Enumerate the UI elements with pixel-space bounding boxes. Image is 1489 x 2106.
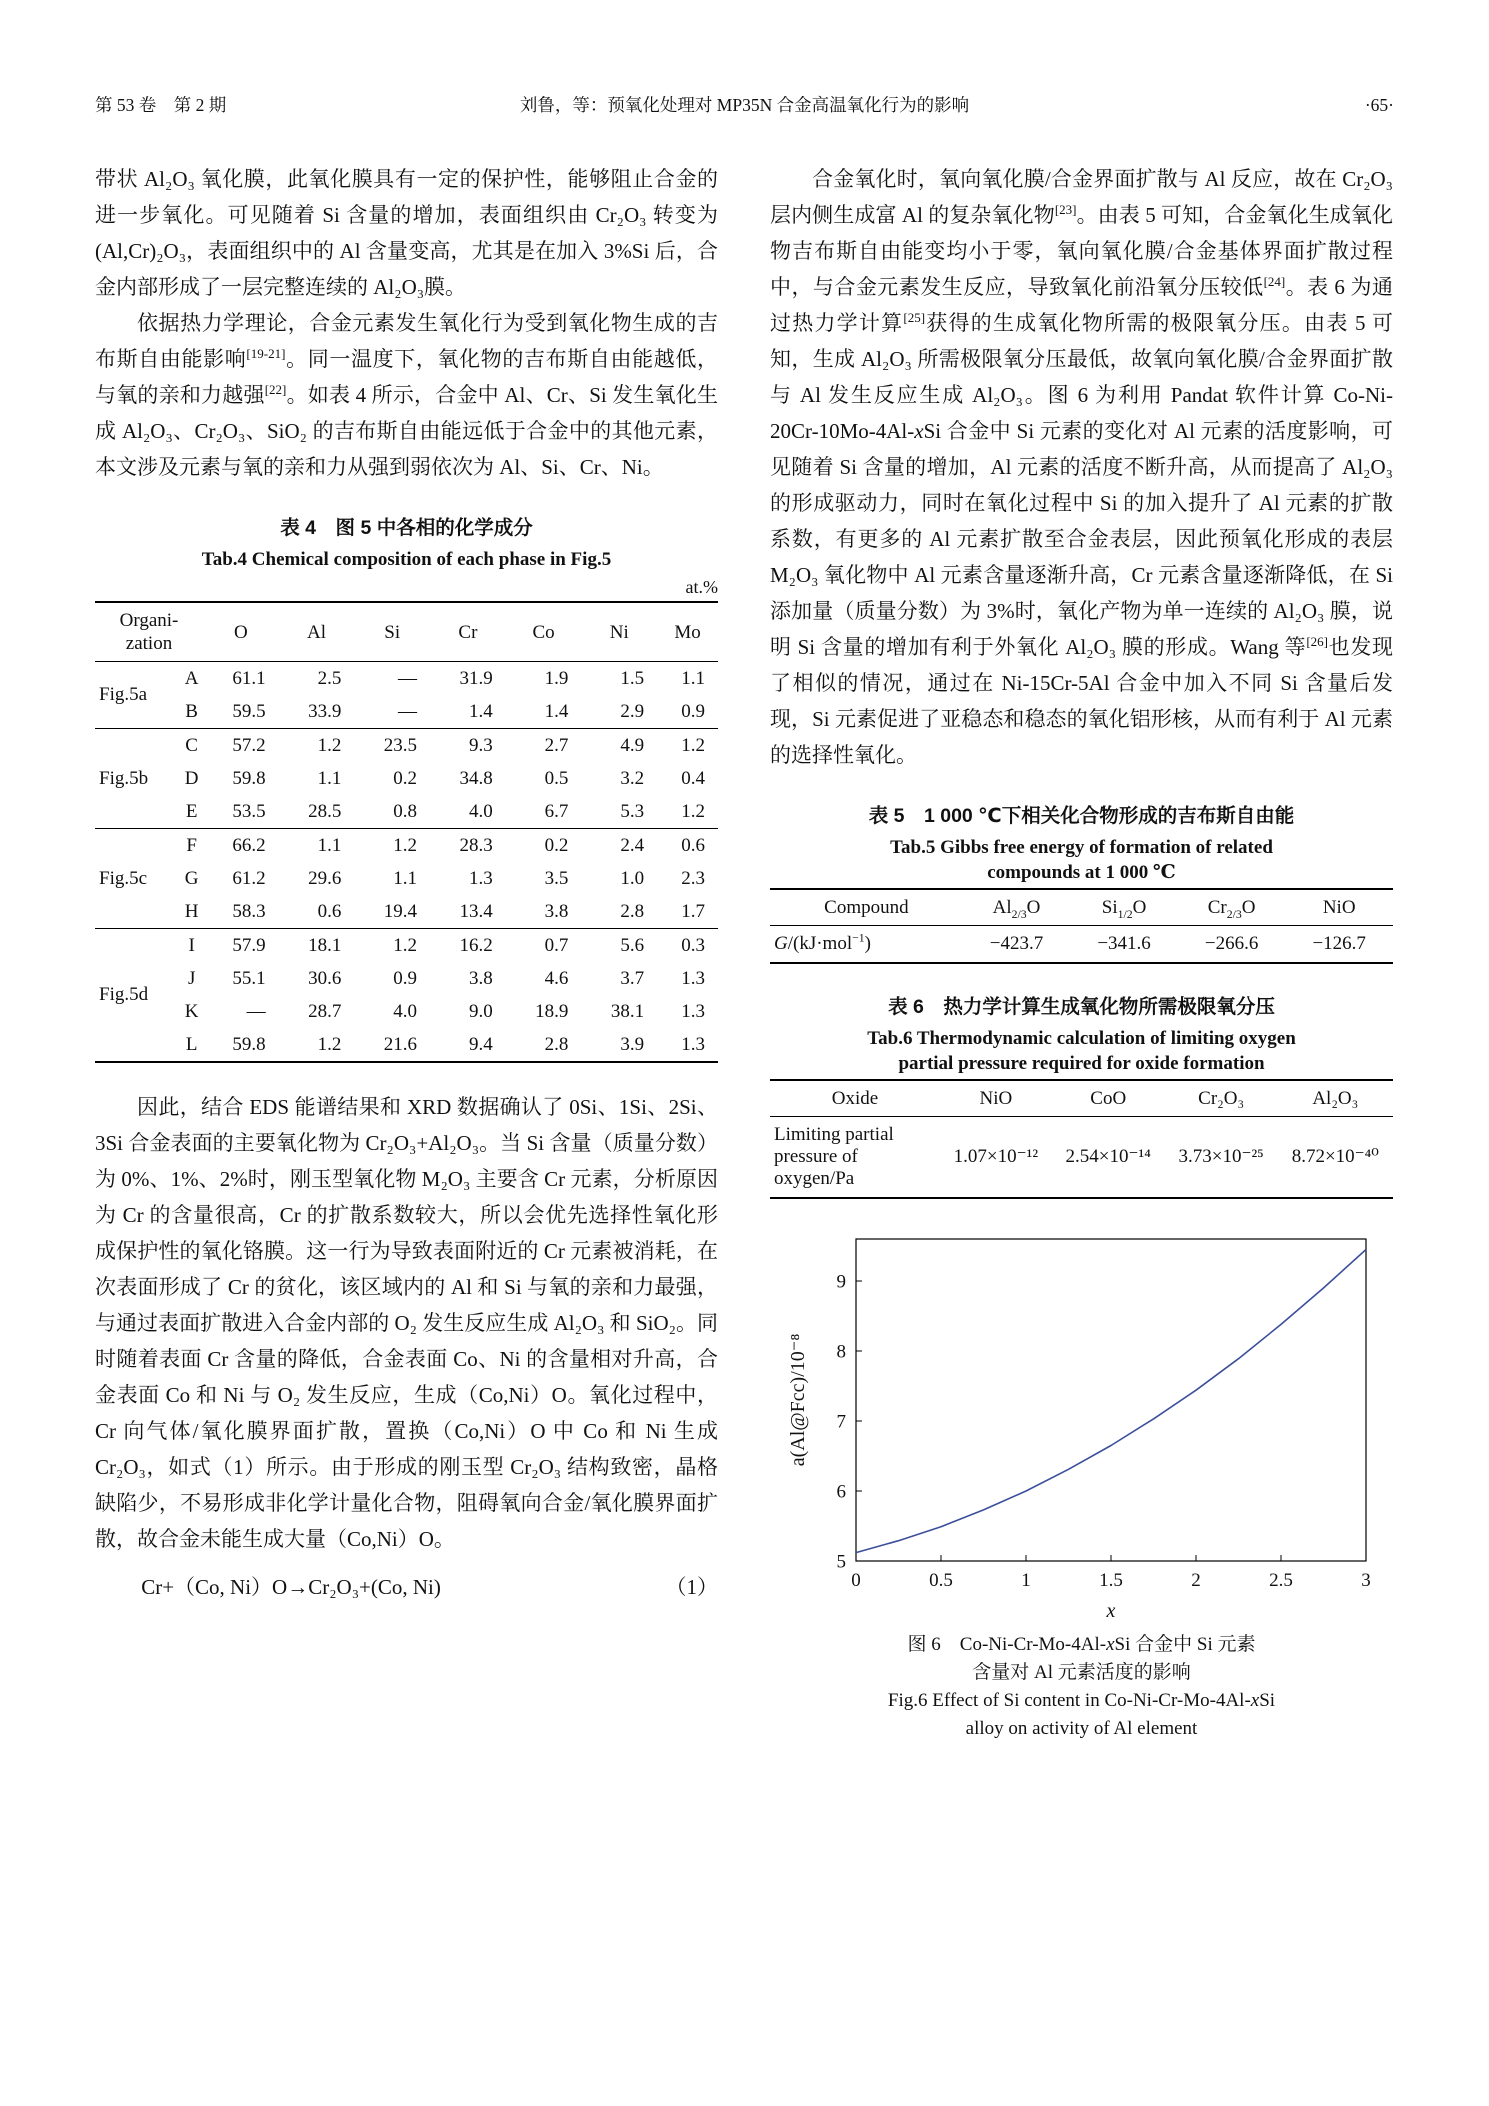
table-cell: 1.2: [317, 1033, 342, 1055]
x-tick-label: 1.5: [1098, 1570, 1123, 1591]
table-cell: 38.1: [610, 1000, 645, 1022]
column-header: Co: [506, 602, 582, 662]
table-row: [95, 962, 718, 995]
table-cell: 0.2: [544, 834, 569, 856]
table-cell: 28.3: [459, 834, 493, 856]
table4-title-cn: 表 4 图 5 中各相的化学成分: [280, 517, 533, 539]
column-header: Organi- zation: [95, 602, 203, 662]
table-cell: 18.9: [535, 1000, 569, 1022]
page-number: ·65·: [1364, 95, 1394, 115]
table-row: [95, 795, 718, 829]
column-header: $Al_{2/3}O$: [963, 889, 1071, 926]
table-cell: 1.3: [681, 967, 705, 989]
table-cell: 2.8: [544, 1033, 569, 1055]
table-cell: —: [354, 695, 430, 729]
y-tick-label: 8: [836, 1341, 846, 1363]
table-cell: 1.2: [657, 795, 718, 829]
table-cell: 4.0: [430, 795, 506, 829]
column-header: NiO: [1285, 889, 1393, 926]
table-cell: 4.9: [620, 734, 645, 756]
table-cell: 1.9: [544, 667, 569, 689]
journal-issue: 第 53 卷 第 2 期: [95, 95, 227, 115]
table-row: [770, 926, 1393, 964]
column-header: Al₂O₃: [1278, 1080, 1393, 1117]
table-cell: 1.1: [317, 834, 342, 856]
table-cell: 3.8: [506, 895, 582, 929]
table-cell: 2.9: [581, 695, 657, 729]
table-cell: 3.5: [544, 867, 569, 889]
table-group-label: Fig.5a: [95, 662, 178, 729]
table-cell: 5.6: [620, 934, 645, 956]
table-cell: 16.2: [459, 934, 493, 956]
table-cell: 2.4: [620, 834, 645, 856]
table-cell: H: [178, 895, 203, 929]
table-cell: 1.4: [430, 695, 506, 729]
chart-frame: [856, 1239, 1366, 1561]
page-header: [95, 92, 1394, 117]
table-cell: 0.5: [544, 767, 569, 789]
table-cell: 0.9: [393, 967, 418, 989]
figure6-caption: [770, 1631, 1393, 1743]
x-tick-label: 2.5: [1268, 1570, 1293, 1591]
table-header-row: [95, 602, 718, 662]
table-group-label: Fig.5b: [95, 729, 178, 829]
table-cell: 28.7: [308, 1000, 342, 1022]
table-cell: −266.6: [1204, 933, 1259, 954]
table-cell: 8.72×10⁻⁴⁰: [1291, 1146, 1379, 1167]
table-cell: 0.6: [681, 834, 705, 856]
table-row: [95, 929, 718, 963]
table-cell: 28.5: [279, 795, 355, 829]
table-cell: 61.2: [232, 867, 266, 889]
x-tick-label: 0: [850, 1570, 861, 1591]
table-cell: 1.2: [317, 734, 342, 756]
table-cell: 0.9: [657, 695, 718, 729]
right-column: [770, 161, 1393, 1743]
table-cell: 0.3: [681, 934, 705, 956]
y-axis-label: a(Al@Fcc)/10⁻⁸: [786, 1333, 809, 1467]
column-header: O: [203, 602, 279, 662]
table-cell: C: [185, 734, 198, 756]
table-cell: −126.7: [1312, 933, 1366, 954]
table-header-row: [770, 889, 1393, 926]
table-cell: 1.2: [393, 834, 418, 856]
table-cell: 57.2: [232, 734, 266, 756]
table5-title-cn: 表 5 1 000 ℃下相关化合物形成的吉布斯自由能: [868, 805, 1295, 827]
table-cell: 1.3: [681, 1033, 705, 1055]
table-cell: 9.0: [468, 1000, 493, 1022]
equation-body: Cr+（Co, Ni）O→Cr₂O₃+(Co, Ni): [141, 1575, 441, 1599]
table6-title-en: Tab.6 Thermodynamic calculation of limiting oxygen partial pressure required for oxide formation: [867, 1028, 1296, 1074]
table-cell: Limiting partial pressure of oxygen/Pa: [774, 1124, 894, 1189]
table-cell: 1.0: [620, 867, 645, 889]
paragraph: 因此，结合 EDS 能谱结果和 XRD 数据确认了 0Si、1Si、2Si、3Si 合金表面的主要氧化物为 Cr₂O₃+Al₂O₃。当 Si 含量（质量分数）为 0%、1%、2%时，刚玉型氧化物 M₂O₃ 主要含 Cr 元素，分析原因为 Cr 的含量很高，Cr 的扩散系数较大，所以会优先选择性氧化形成保护性的氧化铬膜。这一行为导致表面附近的 Cr 元素被消耗，在次表面形成了 Cr 的贫化，该区域内的 Al 和 Si 与氧的亲和力最强，与通过表面扩散进入合金内部的 O₂ 发生反应生成 Al₂O₃ 和 SiO₂。同时随着表面 Cr 含量的降低，合金表面 Co、Ni 的含量相对升高，合金表面 Co 和 Ni 与 O₂ 发生反应，生成（Co,Ni）O。氧化过程中，Cr 向气体/氧化膜界面扩散，置换（Co,Ni）O 中 Co 和 Ni 生成 Cr₂O₃，如式（1）所示。由于形成的刚玉型 Cr₂O₃ 结构致密，晶格缺陷少，不易形成非化学计量化合物，阻碍氧向合金/氧化膜界面扩散，故合金未能生成大量（Co,Ni）O。: [95, 1095, 718, 1551]
table-cell: —: [246, 1000, 266, 1022]
table-cell: I: [188, 934, 195, 956]
table-cell: L: [185, 1033, 198, 1055]
table-cell: 3.73×10⁻²⁵: [1178, 1146, 1264, 1167]
column-header: Ni: [581, 602, 657, 662]
table-row: [770, 1117, 1393, 1199]
table-cell: 31.9: [459, 667, 493, 689]
table6-block: [770, 994, 1393, 1199]
table4-block: [95, 515, 718, 1063]
table-cell: 3.9: [620, 1033, 645, 1055]
table4: [95, 601, 718, 1063]
paragraph-continuation: 带状 Al₂O₃ 氧化膜，此氧化膜具有一定的保护性，能够阻止合金的进一步氧化。可见随着 Si 含量的增加，表面组织由 Cr₂O₃ 转变为(Al,Cr)₂O₃，表面组织中的 Al 含量变高，尤其是在加入 3%Si 后，合金内部形成了一层完整连续的 Al₂O₃膜。: [95, 167, 718, 299]
x-tick-label: 2: [1190, 1570, 1201, 1591]
paragraph: 依据热力学理论，合金元素发生氧化行为受到氧化物生成的吉布斯自由能影响[19-21]。同一温度下，氧化物的吉布斯自由能越低，与氧的亲和力越强[22]。如表 4 所示，合金中 Al、Cr、Si 发生氧化生成 Al₂O₃、Cr₂O₃、SiO₂ 的吉布斯自由能远低于合金中的其他元素，本文涉及元素与氧的亲和力从强到弱依次为 Al、Si、Cr、Ni。: [95, 311, 719, 479]
table-cell: D: [184, 767, 199, 789]
table-cell: 21.6: [383, 1033, 418, 1055]
table-cell: 0.4: [681, 767, 705, 789]
table-group-label: Fig.5c: [95, 829, 178, 929]
column-header: Cr: [430, 602, 506, 662]
table-cell: 1.1: [317, 767, 342, 789]
table-row: [95, 829, 718, 863]
table-cell: 3.7: [620, 967, 645, 989]
figure6-caption-en: Fig.6 Effect of Si content in Co-Ni-Cr-Mo-4Al-xSi alloy on activity of Al element: [887, 1690, 1276, 1739]
table-row: [95, 729, 718, 763]
table-cell: 13.4: [430, 895, 506, 929]
chart-curve: [856, 1250, 1366, 1553]
table5: [770, 888, 1393, 964]
table-row: [95, 695, 718, 729]
table-cell: 55.1: [232, 967, 266, 989]
table-cell: 0.7: [544, 934, 569, 956]
column-header: $Cr_{2/3}O$: [1178, 889, 1286, 926]
table-cell: G: [184, 867, 199, 889]
column-header: Si: [354, 602, 430, 662]
table-cell: 34.8: [459, 767, 493, 789]
table5-title-en: Tab.5 Gibbs free energy of formation of related compounds at 1 000 ℃: [890, 837, 1273, 883]
table-cell: 53.5: [203, 795, 279, 829]
table-cell: 1.3: [681, 1000, 705, 1022]
equation-number: （1）: [665, 1575, 718, 1599]
table-cell: 0.6: [279, 895, 355, 929]
table-cell: 0.2: [393, 767, 418, 789]
table-cell: K: [184, 1000, 199, 1022]
x-axis-label: x: [1106, 1600, 1115, 1622]
table-cell: 61.1: [232, 667, 266, 689]
table-cell: 1.3: [468, 867, 493, 889]
table-row: [95, 662, 718, 696]
table-cell: G/(kJ·mol$^{-1}$): [774, 931, 871, 954]
column-header: NiO: [940, 1080, 1052, 1117]
table-cell: 2.54×10⁻¹⁴: [1065, 1146, 1151, 1167]
table-cell: −423.7: [989, 933, 1044, 954]
table-cell: −341.6: [1097, 933, 1151, 954]
table-cell: 1.5: [620, 667, 645, 689]
table6-title-cn: 表 6 热力学计算生成氧化物所需极限氧分压: [888, 996, 1275, 1018]
table-cell: J: [187, 967, 196, 989]
x-tick-label: 0.5: [928, 1570, 953, 1591]
table-cell: 59.8: [232, 767, 266, 789]
y-tick-label: 9: [836, 1271, 846, 1293]
table-cell: 2.3: [681, 867, 705, 889]
table-cell: B: [178, 695, 203, 729]
table-cell: 66.2: [232, 834, 266, 856]
table-cell: E: [178, 795, 203, 829]
column-header: $Si_{1/2}O$: [1070, 889, 1178, 926]
table-row: [95, 995, 718, 1028]
table-row: [95, 1028, 718, 1062]
table-cell: 3.8: [468, 967, 493, 989]
column-header: CoO: [1052, 1080, 1165, 1117]
table-cell: 23.5: [383, 734, 418, 756]
figure6: [770, 1225, 1393, 1743]
table5-block: [770, 803, 1393, 964]
table-cell: 1.1: [393, 867, 418, 889]
table-cell: A: [184, 667, 199, 689]
table-cell: 6.7: [506, 795, 582, 829]
table-cell: F: [186, 834, 197, 856]
table-cell: 19.4: [354, 895, 430, 929]
table-group-label: Fig.5d: [95, 929, 178, 1063]
equation-1: [95, 1571, 718, 1601]
table-cell: 4.0: [393, 1000, 418, 1022]
table-cell: 2.8: [581, 895, 657, 929]
table-header-row: [770, 1080, 1393, 1117]
table-cell: 1.2: [681, 734, 705, 756]
figure6-chart: [782, 1225, 1382, 1625]
y-tick-label: 5: [836, 1551, 846, 1573]
left-column: [95, 161, 718, 1743]
figure6-caption-cn: 图 6 Co-Ni-Cr-Mo-4Al-xSi 合金中 Si 元素 含量对 Al 元素活度的影响: [907, 1634, 1256, 1683]
table-cell: 4.6: [544, 967, 569, 989]
table-cell: 0.8: [354, 795, 430, 829]
table-cell: 30.6: [308, 967, 342, 989]
table-cell: —: [398, 667, 418, 689]
table-cell: 29.6: [308, 867, 342, 889]
x-tick-label: 3: [1360, 1570, 1371, 1591]
paragraph: 合金氧化时，氧向氧化膜/合金界面扩散与 Al 反应，故在 Cr₂O₃ 层内侧生成富 Al 的复杂氧化物[23]。由表 5 可知，合金氧化生成氧化物吉布斯自由能变均小于零，氧向氧化膜/合金基体界面扩散过程中，与合金元素发生反应，导致氧化前沿氧分压较低[24]。表 6 为通过热力学计算[25]获得的生成氧化物所需的极限氧分压。由表 5 可知，生成 Al₂O₃ 所需极限氧分压最低，故氧向氧化膜/合金界面扩散与 Al 发生反应生成 Al₂O₃。图 6 为利用 Pandat 软件计算 Co-Ni-20Cr-10Mo-4Al-xSi 合金中 Si 元素的变化对 Al 元素的活度影响，可见随着 Si 含量的增加，Al 元素的活度不断升高，从而提高了 Al₂O₃ 的形成驱动力，同时在氧化过程中 Si 的加入提升了 Al 元素的扩散系数，有更多的 Al 元素扩散至合金表层，因此预氧化形成的表层 M₂O₃ 氧化物中 Al 元素含量逐渐升高，Cr 元素含量逐渐降低，在 Si 添加量（质量分数）为 3%时，氧化产物为单一连续的 Al₂O₃ 膜，说明 Si 含量的增加有利于外氧化 Al₂O₃ 膜的形成。Wang 等[26]也发现了相似的情况，通过在 Ni-15Cr-5Al 合金中加入不同 Si 含量后发现，Si 元素促进了亚稳态和稳态的氧化铝形核，从而有利于 Al 元素的选择性氧化。: [770, 167, 1394, 767]
table-row: [95, 862, 718, 895]
column-header: Mo: [657, 602, 718, 662]
table-cell: 2.5: [317, 667, 342, 689]
table-cell: 59.8: [232, 1033, 266, 1055]
x-tick-label: 1: [1020, 1570, 1031, 1591]
table-cell: 2.7: [544, 734, 569, 756]
table-cell: 9.4: [468, 1033, 493, 1055]
table4-unit: at.%: [685, 577, 718, 597]
running-title: 刘鲁，等：预氧化处理对 MP35N 合金高温氧化行为的影响: [519, 95, 970, 115]
table-cell: 1.4: [506, 695, 582, 729]
column-header: Oxide: [770, 1080, 940, 1117]
table-cell: 1.7: [657, 895, 718, 929]
column-header: Cr₂O₃: [1165, 1080, 1278, 1117]
table6: [770, 1079, 1393, 1199]
table-cell: 1.07×10⁻¹²: [953, 1146, 1039, 1167]
table-cell: 59.5: [203, 695, 279, 729]
table-cell: 18.1: [308, 934, 342, 956]
table-row: [95, 762, 718, 795]
y-tick-label: 6: [836, 1481, 846, 1503]
table-cell: 57.9: [232, 934, 266, 956]
column-header: Compound: [770, 889, 963, 926]
table-cell: 1.1: [681, 667, 705, 689]
table-cell: 1.2: [393, 934, 418, 956]
table-cell: 33.9: [279, 695, 355, 729]
table-cell: 3.2: [620, 767, 645, 789]
table-cell: 58.3: [203, 895, 279, 929]
table-cell: 9.3: [468, 734, 493, 756]
table-cell: 5.3: [581, 795, 657, 829]
y-tick-label: 7: [836, 1411, 846, 1433]
table4-title-en: Tab.4 Chemical composition of each phase in Fig.5: [201, 549, 612, 570]
table-row: [95, 895, 718, 929]
column-header: Al: [279, 602, 355, 662]
two-column-layout: [95, 161, 1394, 1743]
